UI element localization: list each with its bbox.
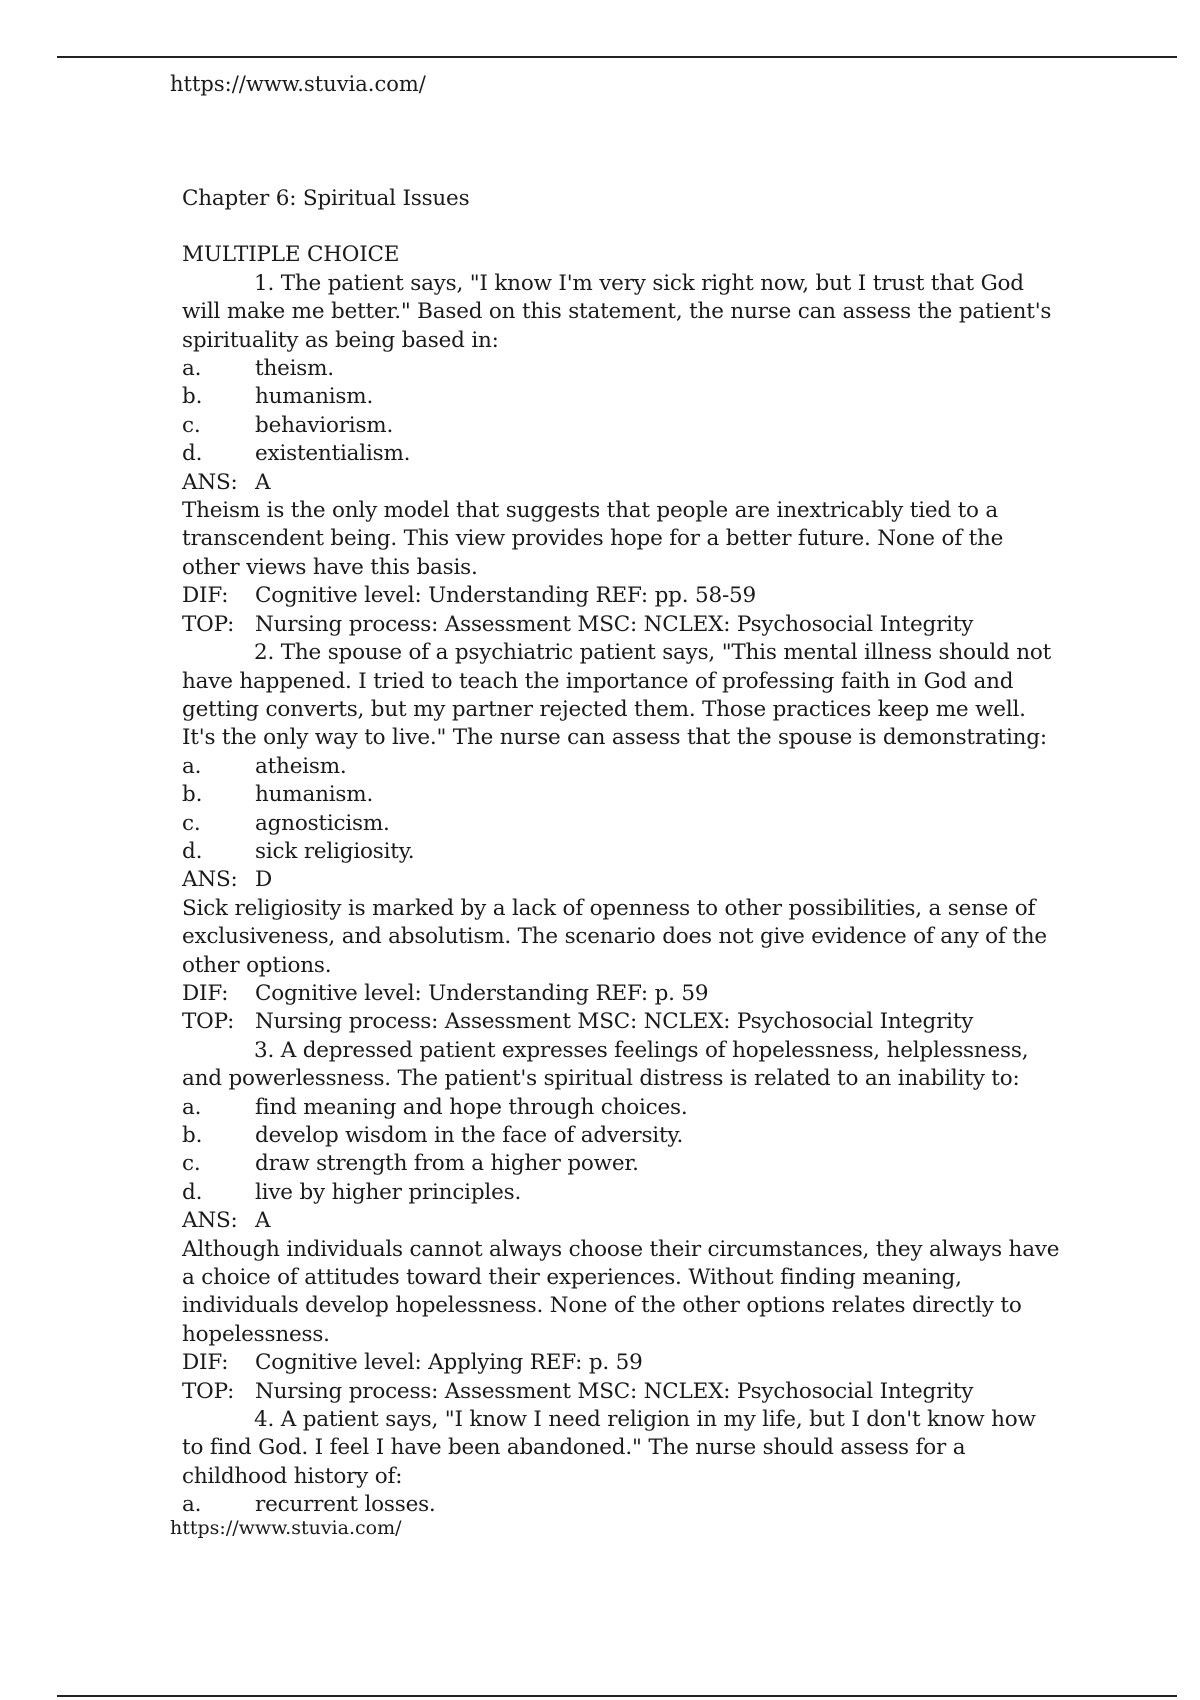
bottom-rule (57, 1695, 1177, 1697)
answer-line: ANS: A (182, 1208, 271, 1234)
option-c: c. agnosticism. (182, 810, 390, 836)
difficulty-line: DIF: Cognitive level: Applying REF: p. 59 (182, 1350, 643, 1376)
question-stem: 1. The patient says, "I know I'm very sick right now, but I trust that God will make me better." Based on this statement, the nurse can assess the patient's spirituality as being based in: (182, 270, 1052, 353)
document-body (182, 185, 1062, 1520)
option-b: b. humanism. (182, 782, 374, 808)
rationale: Theism is the only model that suggests that people are inextricably tied to a transcendent being. This view provides hope for a better future. None of the other views have this basis. (182, 498, 1004, 580)
option-d: d. existentialism. (182, 441, 411, 467)
answer-line: ANS: D (182, 867, 273, 893)
difficulty-line: DIF: Cognitive level: Understanding REF: p. 59 (182, 980, 709, 1006)
option-d: d. sick religiosity. (182, 838, 415, 864)
chapter-title: Chapter 6: Spiritual Issues (182, 186, 470, 211)
question-stem: 2. The spouse of a psychiatric patient says, "This mental illness should not have happened. I tried to teach the importance of professing faith in God and getting converts, but my partner rejected them. Those practices keep me well. It's the only way to live." The nurse can assess that the spouse is demonstrating: (182, 640, 1052, 751)
option-a: a. theism. (182, 356, 334, 382)
question-stem: 4. A patient says, "I know I need religion in my life, but I don't know how to find God. I feel I have been abandoned." The nurse should assess for a childhood history of: (182, 1407, 1036, 1489)
rationale: Sick religiosity is marked by a lack of openness to other possibilities, a sense of exclusiveness, and absolutism. The scenario does not give evidence of any of the other options. (182, 895, 1047, 978)
footer-url[interactable]: https://www.stuvia.com/ (170, 1517, 402, 1539)
question-1 (182, 270, 1062, 639)
difficulty-line: DIF: Cognitive level: Understanding REF: pp. 58-59 (182, 583, 756, 609)
question-stem: 3. A depressed patient expresses feelings of hopelessness, helplessness, and powerlessness. The patient's spiritual distress is related to an inability to: (182, 1037, 1029, 1092)
header-url[interactable]: https://www.stuvia.com/ (170, 72, 426, 96)
option-b: b. humanism. (182, 384, 374, 410)
option-d: d. live by higher principles. (182, 1179, 522, 1205)
rationale: Although individuals cannot always choose their circumstances, they always have a choice of attitudes toward their experiences. Without finding meaning, individuals develop hopelessness. None of the other options relates directly to hopelessness. (182, 1236, 1060, 1347)
topic-line: TOP: Nursing process: Assessment MSC: NCLEX: Psychosocial Integrity (182, 1378, 974, 1404)
section-title: MULTIPLE CHOICE (182, 242, 400, 268)
option-c: c. draw strength from a higher power. (182, 1151, 639, 1177)
question-2 (182, 639, 1062, 1037)
option-b: b. develop wisdom in the face of adversity. (182, 1123, 684, 1148)
option-a: a. find meaning and hope through choices. (182, 1094, 688, 1120)
option-a: a. atheism. (182, 753, 347, 779)
question-3 (182, 1037, 1062, 1406)
answer-line: ANS: A (182, 469, 271, 495)
question-4 (182, 1406, 1062, 1520)
top-rule (57, 56, 1177, 58)
topic-line: TOP: Nursing process: Assessment MSC: NCLEX: Psychosocial Integrity (182, 1009, 974, 1035)
option-a: a. recurrent losses. (182, 1492, 436, 1518)
topic-line: TOP: Nursing process: Assessment MSC: NCLEX: Psychosocial Integrity (182, 611, 974, 637)
option-c: c. behaviorism. (182, 412, 394, 438)
